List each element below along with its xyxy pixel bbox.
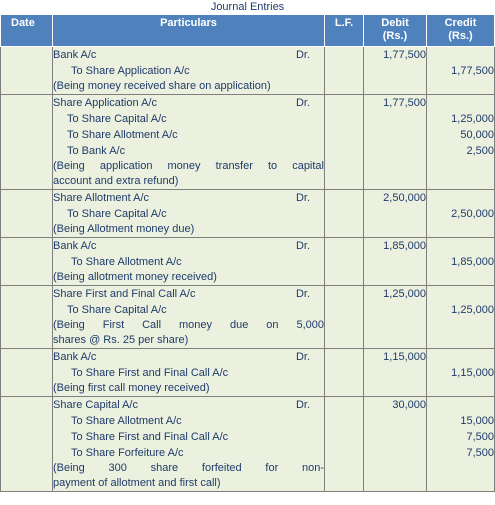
narration-line: (Being application money transfer to capital: [53, 160, 324, 172]
debit-account: Share Capital A/c: [53, 399, 138, 411]
date-cell: [1, 349, 53, 397]
debit-account: Share First and Final Call A/c: [53, 288, 196, 300]
journal-body: [1, 47, 495, 492]
dr-label: Dr.: [295, 49, 310, 61]
lf-cell: [325, 349, 364, 397]
narration-line: (Being 300 share forfeited for non-: [53, 462, 324, 474]
lf-cell: [325, 47, 364, 95]
header-row: [1, 15, 495, 47]
credit-amount: 7,500: [466, 447, 494, 459]
credit-spacer: [427, 47, 494, 63]
debit-line: [53, 238, 324, 254]
credit-amount: 50,000: [460, 129, 494, 141]
credit-account: To Bank A/c: [67, 145, 126, 157]
credit-amount: 15,000: [460, 415, 494, 427]
journal-entry-row: [1, 95, 495, 190]
debit-account: Bank A/c: [53, 240, 97, 252]
debit-line: [53, 349, 324, 365]
credit-account: To Share Capital A/c: [67, 208, 167, 220]
credit-cell: [427, 349, 495, 397]
dr-label: Dr.: [295, 240, 310, 252]
credit-amount: 1,25,000: [451, 304, 494, 316]
credit-cell: [427, 95, 495, 190]
credit-cell: [427, 190, 495, 238]
credit-cell: [427, 286, 495, 349]
credit-account: To Share Capital A/c: [67, 113, 167, 125]
credit-spacer: [427, 286, 494, 302]
debit-cell: [364, 238, 427, 286]
date-cell: [1, 238, 53, 286]
header-credit-label: Credit: [444, 17, 477, 29]
credit-account: To Share Allotment A/c: [67, 129, 178, 141]
dr-label: Dr.: [295, 288, 310, 300]
credit-account: To Share Forfeiture A/c: [71, 447, 184, 459]
debit-cell: [364, 190, 427, 238]
header-debit-unit: (Rs.): [382, 30, 408, 42]
narration-line: (Being allotment money received): [53, 271, 217, 283]
narration-line: shares @ Rs. 25 per share): [53, 334, 189, 346]
credit-amount: 1,25,000: [451, 113, 494, 125]
debit-line: [53, 47, 324, 63]
credit-spacer: [427, 190, 494, 206]
particulars-cell: [53, 47, 325, 95]
credit-cell: [427, 47, 495, 95]
date-cell: [1, 190, 53, 238]
journal-table: [0, 14, 495, 492]
journal-entry-row: [1, 286, 495, 349]
credit-account: To Share First and Final Call A/c: [71, 431, 229, 443]
journal-entry-row: [1, 190, 495, 238]
credit-spacer: [427, 397, 494, 413]
debit-line: [53, 190, 324, 206]
debit-account: Bank A/c: [53, 351, 97, 363]
journal-entry-row: [1, 47, 495, 95]
credit-account: To Share Application A/c: [71, 65, 190, 77]
dr-label: Dr.: [295, 192, 310, 204]
debit-line: [53, 286, 324, 302]
journal-entry-row: [1, 397, 495, 492]
credit-amount: 1,85,000: [451, 256, 494, 268]
debit-amount: 2,50,000: [383, 192, 426, 204]
credit-account: To Share Capital A/c: [67, 304, 167, 316]
credit-spacer: [427, 349, 494, 365]
credit-account: To Share First and Final Call A/c: [71, 367, 229, 379]
narration-line: (Being first call money received): [53, 382, 210, 394]
debit-cell: [364, 349, 427, 397]
lf-cell: [325, 397, 364, 492]
debit-amount: 1,85,000: [383, 240, 426, 252]
date-cell: [1, 95, 53, 190]
debit-amount: 1,25,000: [383, 288, 426, 300]
header-date: Date: [1, 15, 53, 47]
debit-cell: [364, 286, 427, 349]
narration-line: account and extra refund): [53, 175, 179, 187]
particulars-cell: [53, 238, 325, 286]
header-lf: L.F.: [325, 15, 364, 47]
credit-cell: [427, 397, 495, 492]
narration-line: payment of allotment and first call): [53, 477, 221, 489]
credit-amount: 7,500: [466, 431, 494, 443]
narration-line: (Being First Call money due on 5,000: [53, 319, 324, 331]
debit-account: Bank A/c: [53, 49, 97, 61]
narration-line: (Being Allotment money due): [53, 223, 195, 235]
credit-account: To Share Allotment A/c: [71, 415, 182, 427]
date-cell: [1, 286, 53, 349]
journal-entry-row: [1, 238, 495, 286]
header-particulars: Particulars: [53, 15, 325, 47]
header-debit-label: Debit: [381, 17, 409, 29]
debit-account: Share Application A/c: [53, 97, 157, 109]
debit-cell: [364, 95, 427, 190]
dr-label: Dr.: [295, 399, 310, 411]
credit-account: To Share Allotment A/c: [71, 256, 182, 268]
credit-amount: 2,50,000: [451, 208, 494, 220]
lf-cell: [325, 95, 364, 190]
debit-amount: 1,77,500: [383, 49, 426, 61]
narration-line: (Being money received share on application): [53, 80, 271, 92]
journal-entry-row: [1, 349, 495, 397]
debit-line: [53, 397, 324, 413]
page-title: Journal Entries: [210, 1, 285, 13]
debit-account: Share Allotment A/c: [53, 192, 149, 204]
header-credit-unit: (Rs.): [448, 30, 473, 42]
dr-label: Dr.: [295, 97, 310, 109]
header-credit: [427, 15, 495, 47]
lf-cell: [325, 286, 364, 349]
particulars-cell: [53, 349, 325, 397]
debit-cell: [364, 397, 427, 492]
particulars-cell: [53, 286, 325, 349]
debit-amount: 1,77,500: [383, 97, 426, 109]
credit-amount: 1,77,500: [451, 65, 494, 77]
lf-cell: [325, 238, 364, 286]
lf-cell: [325, 190, 364, 238]
particulars-cell: [53, 95, 325, 190]
date-cell: [1, 47, 53, 95]
credit-spacer: [427, 238, 494, 254]
debit-amount: 1,15,000: [383, 351, 426, 363]
debit-line: [53, 95, 324, 111]
particulars-cell: [53, 397, 325, 492]
header-debit: [364, 15, 427, 47]
debit-cell: [364, 47, 427, 95]
credit-amount: 2,500: [466, 145, 494, 157]
particulars-cell: [53, 190, 325, 238]
credit-spacer: [427, 95, 494, 111]
dr-label: Dr.: [295, 351, 310, 363]
credit-amount: 1,15,000: [451, 367, 494, 379]
date-cell: [1, 397, 53, 492]
credit-cell: [427, 238, 495, 286]
debit-amount: 30,000: [392, 399, 426, 411]
